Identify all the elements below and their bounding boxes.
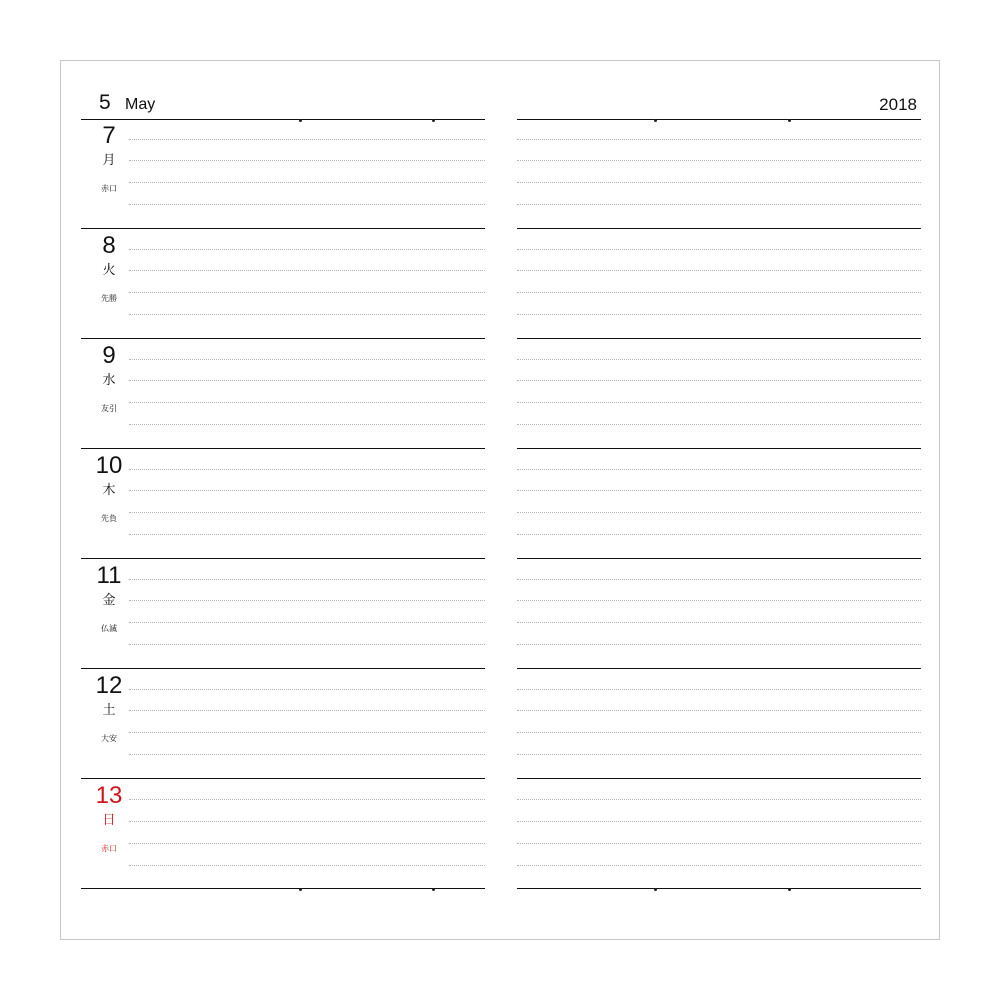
day-writing-lines[interactable]: [129, 119, 485, 228]
day-row[interactable]: [81, 779, 485, 889]
planner-spread: [81, 91, 921, 911]
day-number: 13: [95, 781, 123, 809]
note-block[interactable]: [517, 559, 921, 669]
note-writing-lines[interactable]: [517, 669, 921, 778]
day-weekday: 木: [102, 481, 116, 497]
day-writing-lines[interactable]: [129, 779, 485, 889]
month-name: May: [125, 96, 156, 113]
year-label: 2018: [879, 95, 917, 114]
day-weekday: 月: [102, 152, 116, 167]
day-rokuyo: 先負: [101, 513, 117, 523]
day-number: 7: [102, 122, 116, 149]
day-writing-lines[interactable]: [129, 339, 485, 448]
day-row[interactable]: [81, 559, 485, 669]
tick-dot: [299, 888, 302, 891]
right-note-blocks: [517, 119, 921, 889]
day-writing-lines[interactable]: [129, 559, 485, 668]
note-block[interactable]: [517, 119, 921, 229]
day-writing-lines[interactable]: [129, 669, 485, 778]
note-block[interactable]: [517, 449, 921, 559]
right-page-bottom-rule: [517, 888, 921, 889]
day-number: 9: [102, 341, 116, 369]
note-block[interactable]: [517, 669, 921, 779]
tick-dot: [788, 888, 791, 891]
day-number: 11: [96, 561, 122, 589]
day-writing-lines[interactable]: [129, 229, 485, 338]
day-row[interactable]: [81, 669, 485, 779]
note-writing-lines[interactable]: [517, 559, 921, 668]
left-page: [81, 91, 485, 911]
day-rows: [81, 119, 485, 889]
day-rokuyo: 仏滅: [101, 623, 117, 633]
day-row[interactable]: [81, 449, 485, 559]
day-row[interactable]: [81, 229, 485, 339]
note-writing-lines[interactable]: [517, 229, 921, 338]
note-writing-lines[interactable]: [517, 449, 921, 558]
day-number: 12: [95, 671, 123, 699]
tick-dot: [432, 888, 435, 891]
planner-page: [60, 60, 940, 940]
day-rokuyo: 赤口: [101, 843, 117, 853]
day-row[interactable]: [81, 119, 485, 229]
note-writing-lines[interactable]: [517, 339, 921, 448]
day-rokuyo: 友引: [101, 403, 117, 413]
tick-dot: [654, 888, 657, 891]
day-weekday: 火: [102, 261, 116, 277]
day-weekday: 土: [102, 701, 116, 717]
day-row[interactable]: [81, 339, 485, 449]
note-writing-lines[interactable]: [517, 779, 921, 889]
day-weekday: 日: [102, 811, 116, 827]
day-writing-lines[interactable]: [129, 449, 485, 558]
month-number: 5: [99, 91, 111, 114]
note-writing-lines[interactable]: [517, 119, 921, 228]
day-rokuyo: 大安: [101, 733, 117, 743]
right-page: [517, 91, 921, 911]
day-rokuyo: 赤口: [101, 184, 117, 193]
left-page-bottom-rule: [81, 888, 485, 889]
note-block[interactable]: [517, 229, 921, 339]
day-rokuyo: 先勝: [101, 293, 117, 303]
note-block[interactable]: [517, 779, 921, 889]
day-weekday: 水: [102, 371, 116, 387]
note-block[interactable]: [517, 339, 921, 449]
day-weekday: 金: [102, 591, 116, 607]
day-number: 8: [102, 231, 116, 259]
day-number: 10: [95, 451, 123, 479]
